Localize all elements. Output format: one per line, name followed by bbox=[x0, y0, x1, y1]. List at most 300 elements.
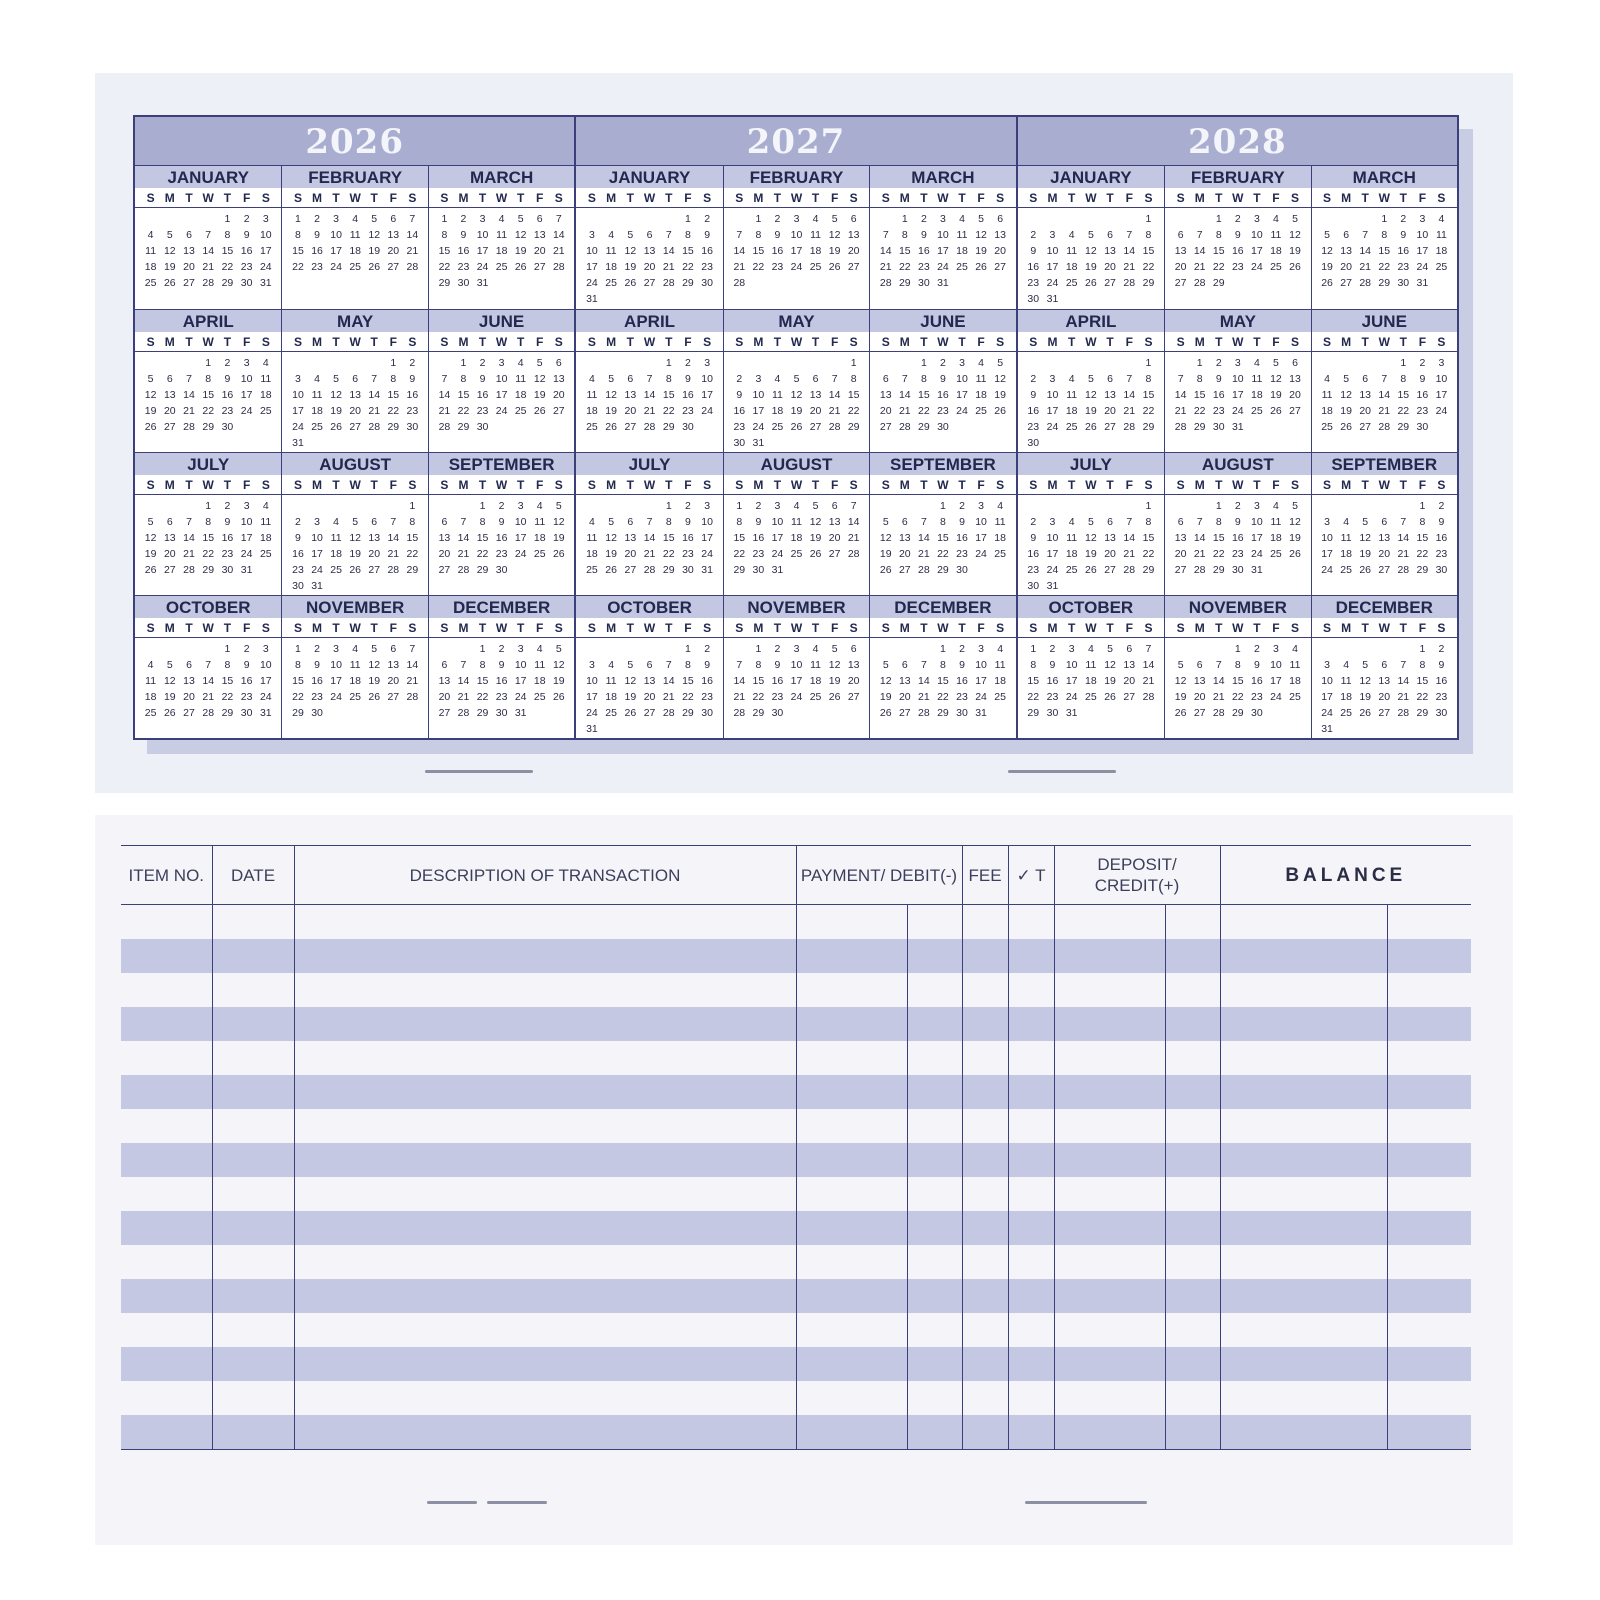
cell-item-no[interactable] bbox=[121, 1177, 212, 1211]
weekday-label: T bbox=[773, 621, 782, 635]
cell-item-no[interactable] bbox=[121, 973, 212, 1007]
cell-payment-cents[interactable] bbox=[907, 1313, 962, 1347]
cell-fee[interactable] bbox=[962, 973, 1008, 1007]
day-number: 9 bbox=[1438, 516, 1445, 528]
cell-deposit-dollars[interactable] bbox=[1054, 939, 1165, 973]
day-number: 4 bbox=[1273, 500, 1279, 512]
day-number: 2 bbox=[224, 500, 231, 512]
cell-payment-cents[interactable] bbox=[907, 1211, 962, 1245]
cell-description[interactable] bbox=[294, 1143, 796, 1177]
cell-payment-dollars[interactable] bbox=[796, 1143, 907, 1177]
cell-payment-cents[interactable] bbox=[907, 1075, 962, 1109]
cell-deposit-cents[interactable] bbox=[1165, 939, 1220, 973]
cell-deposit-cents[interactable] bbox=[1165, 1415, 1220, 1450]
day-number: 9 bbox=[1438, 659, 1445, 671]
day-number: 12 bbox=[1085, 532, 1097, 544]
day-number: 15 bbox=[898, 245, 911, 257]
cell-date[interactable] bbox=[212, 1279, 294, 1313]
cell-description[interactable] bbox=[294, 1177, 796, 1211]
cell-payment-dollars[interactable] bbox=[796, 1279, 907, 1313]
cell-deposit-cents[interactable] bbox=[1165, 1143, 1220, 1177]
day-number: 26 bbox=[1359, 707, 1372, 719]
cell-deposit-dollars[interactable] bbox=[1054, 1109, 1165, 1143]
cell-description[interactable] bbox=[294, 939, 796, 973]
day-number: 29 bbox=[918, 421, 930, 433]
cell-balance-cents[interactable] bbox=[1387, 1143, 1471, 1177]
day-number: 10 bbox=[1046, 389, 1059, 401]
cell-payment-dollars[interactable] bbox=[796, 1109, 907, 1143]
weekday-label: W bbox=[1378, 621, 1390, 635]
cell-date[interactable] bbox=[212, 1347, 294, 1381]
register-row[interactable] bbox=[121, 1177, 1471, 1211]
cell-deposit-cents[interactable] bbox=[1165, 1313, 1220, 1347]
month-block bbox=[869, 166, 1015, 309]
day-number: 14 bbox=[406, 659, 419, 671]
empty-day bbox=[1024, 212, 1043, 226]
day-number: 10 bbox=[495, 373, 508, 385]
cell-payment-dollars[interactable] bbox=[796, 1041, 907, 1075]
cell-date[interactable] bbox=[212, 1245, 294, 1279]
weekday-label: F bbox=[389, 621, 397, 635]
cell-date[interactable] bbox=[212, 1415, 294, 1450]
register-row[interactable] bbox=[121, 905, 1471, 940]
cell-payment-dollars[interactable] bbox=[796, 1007, 907, 1041]
weekday-label: T bbox=[478, 478, 487, 492]
cell-deposit-cents[interactable] bbox=[1165, 973, 1220, 1007]
cell-fee[interactable] bbox=[962, 1109, 1008, 1143]
cell-item-no[interactable] bbox=[121, 1007, 212, 1041]
day-number: 25 bbox=[533, 691, 546, 703]
cell-check[interactable] bbox=[1008, 1007, 1054, 1041]
cell-deposit-cents[interactable] bbox=[1165, 1381, 1220, 1415]
day-number: 17 bbox=[956, 389, 968, 401]
day-number: 11 bbox=[810, 229, 821, 241]
cell-date[interactable] bbox=[212, 1177, 294, 1211]
cell-description[interactable] bbox=[294, 1279, 796, 1313]
header-date: DATE bbox=[212, 846, 294, 905]
day-number: 28 bbox=[368, 421, 381, 433]
cell-description[interactable] bbox=[294, 905, 796, 940]
cell-item-no[interactable] bbox=[121, 1041, 212, 1075]
cell-date[interactable] bbox=[212, 1381, 294, 1415]
day-number: 22 bbox=[1142, 405, 1155, 417]
register-row[interactable] bbox=[121, 1347, 1471, 1381]
weekday-label: T bbox=[958, 621, 966, 635]
cell-balance-dollars[interactable] bbox=[1220, 973, 1387, 1007]
cell-check[interactable] bbox=[1008, 1143, 1054, 1177]
register-row[interactable] bbox=[121, 1313, 1471, 1347]
day-number: 6 bbox=[627, 373, 634, 385]
day-number: 5 bbox=[1324, 229, 1330, 241]
day-number: 10 bbox=[1231, 373, 1244, 385]
cell-deposit-dollars[interactable] bbox=[1054, 1007, 1165, 1041]
cell-description[interactable] bbox=[294, 1041, 796, 1075]
cell-fee[interactable] bbox=[962, 939, 1008, 973]
cell-date[interactable] bbox=[212, 1007, 294, 1041]
cell-fee[interactable] bbox=[962, 1245, 1008, 1279]
cell-description[interactable] bbox=[294, 1381, 796, 1415]
day-number: 1 bbox=[755, 213, 762, 225]
cell-check[interactable] bbox=[1008, 1415, 1054, 1450]
cell-deposit-dollars[interactable] bbox=[1054, 1415, 1165, 1450]
cell-date[interactable] bbox=[212, 973, 294, 1007]
cell-deposit-cents[interactable] bbox=[1165, 1279, 1220, 1313]
cell-balance-dollars[interactable] bbox=[1220, 1313, 1387, 1347]
cell-balance-dollars[interactable] bbox=[1220, 1007, 1387, 1041]
month-block bbox=[1311, 452, 1457, 595]
cell-date[interactable] bbox=[212, 1109, 294, 1143]
cell-date[interactable] bbox=[212, 939, 294, 973]
day-number: 3 bbox=[1068, 643, 1075, 655]
cell-deposit-cents[interactable] bbox=[1165, 1075, 1220, 1109]
cell-item-no[interactable] bbox=[121, 1143, 212, 1177]
day-number: 5 bbox=[1087, 516, 1094, 528]
cell-deposit-dollars[interactable] bbox=[1054, 1041, 1165, 1075]
cell-balance-cents[interactable] bbox=[1387, 1007, 1471, 1041]
weekday-label: T bbox=[185, 621, 193, 635]
cell-deposit-dollars[interactable] bbox=[1054, 1075, 1165, 1109]
cell-fee[interactable] bbox=[962, 1415, 1008, 1450]
cell-item-no[interactable] bbox=[121, 1211, 212, 1245]
cell-balance-cents[interactable] bbox=[1387, 939, 1471, 973]
day-number: 17 bbox=[514, 675, 527, 687]
cell-check[interactable] bbox=[1008, 1245, 1054, 1279]
day-number: 16 bbox=[476, 389, 489, 401]
cell-deposit-dollars[interactable] bbox=[1054, 1245, 1165, 1279]
cell-description[interactable] bbox=[294, 973, 796, 1007]
cell-payment-cents[interactable] bbox=[907, 905, 962, 940]
day-number: 20 bbox=[368, 548, 381, 560]
cell-description[interactable] bbox=[294, 1109, 796, 1143]
cell-balance-cents[interactable] bbox=[1387, 1347, 1471, 1381]
cell-payment-dollars[interactable] bbox=[796, 1347, 907, 1381]
day-number: 23 bbox=[1435, 548, 1448, 560]
day-number: 21 bbox=[733, 691, 746, 703]
cell-balance-dollars[interactable] bbox=[1220, 1347, 1387, 1381]
cell-item-no[interactable] bbox=[121, 1245, 212, 1279]
cell-deposit-cents[interactable] bbox=[1165, 1007, 1220, 1041]
month-name: NOVEMBER bbox=[282, 596, 427, 618]
cell-balance-dollars[interactable] bbox=[1220, 1211, 1387, 1245]
cell-check[interactable] bbox=[1008, 1041, 1054, 1075]
cell-payment-cents[interactable] bbox=[907, 939, 962, 973]
cell-payment-cents[interactable] bbox=[907, 1245, 962, 1279]
cell-fee[interactable] bbox=[962, 1143, 1008, 1177]
cell-payment-dollars[interactable] bbox=[796, 1245, 907, 1279]
day-number: 20 bbox=[879, 405, 892, 417]
empty-day bbox=[327, 356, 346, 370]
cell-check[interactable] bbox=[1008, 1279, 1054, 1313]
weekday-label: S bbox=[440, 621, 449, 635]
cell-balance-dollars[interactable] bbox=[1220, 939, 1387, 973]
day-number: 10 bbox=[975, 516, 987, 528]
cell-payment-cents[interactable] bbox=[907, 1007, 962, 1041]
cell-deposit-cents[interactable] bbox=[1165, 1109, 1220, 1143]
cell-check[interactable] bbox=[1008, 1211, 1054, 1245]
cell-deposit-cents[interactable] bbox=[1165, 1041, 1220, 1075]
cell-payment-dollars[interactable] bbox=[796, 905, 907, 940]
cell-balance-dollars[interactable] bbox=[1220, 1381, 1387, 1415]
day-number: 14 bbox=[662, 675, 675, 687]
register-row[interactable] bbox=[121, 1143, 1471, 1177]
register-row[interactable] bbox=[121, 1381, 1471, 1415]
cell-date[interactable] bbox=[212, 1075, 294, 1109]
weekday-label: T bbox=[516, 335, 525, 349]
cell-payment-dollars[interactable] bbox=[796, 939, 907, 973]
cell-payment-dollars[interactable] bbox=[796, 1313, 907, 1347]
register-row[interactable] bbox=[121, 1075, 1471, 1109]
cell-item-no[interactable] bbox=[121, 1347, 212, 1381]
day-number: 2 bbox=[314, 643, 320, 655]
cell-deposit-cents[interactable] bbox=[1165, 1211, 1220, 1245]
day-number: 20 bbox=[898, 548, 911, 560]
cell-balance-cents[interactable] bbox=[1387, 1279, 1471, 1313]
register-row[interactable] bbox=[121, 939, 1471, 973]
day-number: 28 bbox=[387, 564, 400, 576]
cell-fee[interactable] bbox=[962, 1347, 1008, 1381]
cell-balance-dollars[interactable] bbox=[1220, 1109, 1387, 1143]
cell-check[interactable] bbox=[1008, 1075, 1054, 1109]
cell-deposit-dollars[interactable] bbox=[1054, 1211, 1165, 1245]
day-number: 28 bbox=[662, 707, 675, 719]
day-grid bbox=[1312, 208, 1457, 290]
day-number: 18 bbox=[994, 532, 1006, 544]
day-number: 14 bbox=[662, 245, 675, 257]
cell-balance-cents[interactable] bbox=[1387, 1415, 1471, 1450]
cell-balance-dollars[interactable] bbox=[1220, 1279, 1387, 1313]
day-number: 8 bbox=[1215, 516, 1222, 528]
weekday-label: M bbox=[606, 621, 617, 635]
weekday-label: S bbox=[1437, 191, 1446, 205]
weekday-label: T bbox=[223, 478, 232, 492]
cell-fee[interactable] bbox=[962, 1041, 1008, 1075]
cell-fee[interactable] bbox=[962, 1313, 1008, 1347]
cell-date[interactable] bbox=[212, 1041, 294, 1075]
cell-item-no[interactable] bbox=[121, 939, 212, 973]
cell-deposit-dollars[interactable] bbox=[1054, 1381, 1165, 1415]
cell-balance-dollars[interactable] bbox=[1220, 1075, 1387, 1109]
cell-deposit-cents[interactable] bbox=[1165, 1245, 1220, 1279]
day-number: 28 bbox=[847, 548, 860, 560]
day-number: 24 bbox=[752, 421, 765, 433]
day-number: 15 bbox=[937, 675, 949, 687]
cell-payment-cents[interactable] bbox=[907, 1415, 962, 1450]
cell-deposit-cents[interactable] bbox=[1165, 905, 1220, 940]
weekday-label: S bbox=[703, 191, 712, 205]
cell-deposit-dollars[interactable] bbox=[1054, 973, 1165, 1007]
weekday-label: W bbox=[202, 478, 214, 492]
day-number: 10 bbox=[1046, 245, 1059, 257]
cell-date[interactable] bbox=[212, 1211, 294, 1245]
cell-check[interactable] bbox=[1008, 1347, 1054, 1381]
day-number: 8 bbox=[685, 659, 691, 671]
cell-description[interactable] bbox=[294, 1211, 796, 1245]
cell-balance-cents[interactable] bbox=[1387, 905, 1471, 940]
cell-balance-cents[interactable] bbox=[1387, 973, 1471, 1007]
weekday-label: T bbox=[958, 191, 966, 205]
cell-deposit-dollars[interactable] bbox=[1054, 1347, 1165, 1381]
day-number: 29 bbox=[898, 277, 911, 289]
cell-balance-cents[interactable] bbox=[1387, 1245, 1471, 1279]
cell-deposit-dollars[interactable] bbox=[1054, 905, 1165, 940]
cell-check[interactable] bbox=[1008, 1381, 1054, 1415]
weekday-label: M bbox=[164, 191, 175, 205]
register-row[interactable] bbox=[121, 1211, 1471, 1245]
cell-payment-cents[interactable] bbox=[907, 1279, 962, 1313]
cell-payment-cents[interactable] bbox=[907, 1109, 962, 1143]
register-row[interactable] bbox=[121, 1415, 1471, 1450]
cell-description[interactable] bbox=[294, 1007, 796, 1041]
day-number: 30 bbox=[292, 580, 304, 592]
cell-item-no[interactable] bbox=[121, 1279, 212, 1313]
cell-payment-cents[interactable] bbox=[907, 973, 962, 1007]
day-number: 27 bbox=[1289, 405, 1301, 417]
day-number: 23 bbox=[701, 691, 713, 703]
weekday-label: M bbox=[1047, 335, 1058, 349]
day-number: 15 bbox=[682, 675, 694, 687]
weekday-label: W bbox=[495, 191, 508, 205]
day-number: 22 bbox=[1193, 405, 1206, 417]
cell-check[interactable] bbox=[1008, 1109, 1054, 1143]
cell-item-no[interactable] bbox=[121, 1381, 212, 1415]
month-grid bbox=[576, 166, 1015, 738]
day-number: 18 bbox=[330, 548, 342, 560]
cell-item-no[interactable] bbox=[121, 1313, 212, 1347]
cell-payment-dollars[interactable] bbox=[796, 973, 907, 1007]
day-number: 24 bbox=[1231, 405, 1244, 417]
cell-balance-dollars[interactable] bbox=[1220, 1415, 1387, 1450]
cell-item-no[interactable] bbox=[121, 1415, 212, 1450]
weekday-label: S bbox=[408, 335, 417, 349]
cell-date[interactable] bbox=[212, 1143, 294, 1177]
cell-description[interactable] bbox=[294, 1245, 796, 1279]
cell-description[interactable] bbox=[294, 1075, 796, 1109]
day-number: 19 bbox=[975, 245, 987, 257]
cell-balance-cents[interactable] bbox=[1387, 1211, 1471, 1245]
day-number: 22 bbox=[682, 261, 694, 273]
cell-check[interactable] bbox=[1008, 973, 1054, 1007]
cell-description[interactable] bbox=[294, 1415, 796, 1450]
cell-deposit-cents[interactable] bbox=[1165, 1347, 1220, 1381]
cell-balance-cents[interactable] bbox=[1387, 1313, 1471, 1347]
cell-balance-cents[interactable] bbox=[1387, 1109, 1471, 1143]
cell-fee[interactable] bbox=[962, 1007, 1008, 1041]
cell-deposit-dollars[interactable] bbox=[1054, 1279, 1165, 1313]
weekday-label: T bbox=[332, 621, 340, 635]
weekday-label: S bbox=[408, 191, 417, 205]
cell-item-no[interactable] bbox=[121, 1109, 212, 1143]
cell-fee[interactable] bbox=[962, 1279, 1008, 1313]
cell-item-no[interactable] bbox=[121, 1075, 212, 1109]
cell-balance-cents[interactable] bbox=[1387, 1177, 1471, 1211]
cell-balance-dollars[interactable] bbox=[1220, 1143, 1387, 1177]
day-number: 21 bbox=[643, 405, 656, 417]
cell-balance-dollars[interactable] bbox=[1220, 905, 1387, 940]
register-row[interactable] bbox=[121, 1007, 1471, 1041]
cell-payment-cents[interactable] bbox=[907, 1347, 962, 1381]
cell-fee[interactable] bbox=[962, 1381, 1008, 1415]
cell-check[interactable] bbox=[1008, 905, 1054, 940]
day-number: 2 bbox=[295, 516, 301, 528]
cell-check[interactable] bbox=[1008, 1177, 1054, 1211]
cell-payment-dollars[interactable] bbox=[796, 1211, 907, 1245]
day-grid bbox=[282, 638, 427, 720]
cell-item-no[interactable] bbox=[121, 905, 212, 940]
cell-payment-cents[interactable] bbox=[907, 1381, 962, 1415]
cell-fee[interactable] bbox=[962, 1177, 1008, 1211]
month-block bbox=[1164, 595, 1310, 738]
day-number: 23 bbox=[406, 405, 419, 417]
day-number: 24 bbox=[1416, 261, 1429, 273]
cell-deposit-dollars[interactable] bbox=[1054, 1143, 1165, 1177]
day-number: 24 bbox=[1046, 564, 1059, 576]
cell-balance-cents[interactable] bbox=[1387, 1041, 1471, 1075]
cell-payment-dollars[interactable] bbox=[796, 1075, 907, 1109]
header-check-mark: ✓ T bbox=[1008, 846, 1054, 905]
day-number: 26 bbox=[605, 564, 617, 576]
cell-date[interactable] bbox=[212, 905, 294, 940]
day-number: 29 bbox=[202, 564, 215, 576]
cell-check[interactable] bbox=[1008, 1313, 1054, 1347]
day-number: 4 bbox=[1343, 659, 1350, 671]
register-row[interactable] bbox=[121, 1041, 1471, 1075]
cell-payment-cents[interactable] bbox=[907, 1041, 962, 1075]
day-number: 29 bbox=[752, 707, 765, 719]
day-number: 12 bbox=[624, 245, 637, 257]
day-number: 23 bbox=[1397, 261, 1410, 273]
register-row[interactable] bbox=[121, 973, 1471, 1007]
empty-day bbox=[288, 499, 307, 513]
cell-fee[interactable] bbox=[962, 1211, 1008, 1245]
day-number: 3 bbox=[333, 643, 340, 655]
cell-balance-dollars[interactable] bbox=[1220, 1245, 1387, 1279]
day-number: 28 bbox=[202, 707, 215, 719]
cell-payment-dollars[interactable] bbox=[796, 1381, 907, 1415]
day-number: 13 bbox=[1104, 245, 1116, 257]
register-row[interactable] bbox=[121, 1245, 1471, 1279]
cell-fee[interactable] bbox=[962, 905, 1008, 940]
cell-payment-cents[interactable] bbox=[907, 1177, 962, 1211]
cell-deposit-dollars[interactable] bbox=[1054, 1177, 1165, 1211]
register-row[interactable] bbox=[121, 1109, 1471, 1143]
month-block bbox=[723, 452, 869, 595]
day-number: 6 bbox=[371, 516, 378, 528]
day-number: 24 bbox=[1321, 707, 1333, 719]
cell-payment-cents[interactable] bbox=[907, 1143, 962, 1177]
month-block bbox=[1018, 595, 1164, 738]
register-row[interactable] bbox=[121, 1279, 1471, 1313]
cell-date[interactable] bbox=[212, 1313, 294, 1347]
cell-balance-cents[interactable] bbox=[1387, 1075, 1471, 1109]
cell-deposit-dollars[interactable] bbox=[1054, 1313, 1165, 1347]
weekday-label: F bbox=[242, 478, 251, 492]
cell-payment-dollars[interactable] bbox=[796, 1177, 907, 1211]
cell-balance-dollars[interactable] bbox=[1220, 1041, 1387, 1075]
cell-deposit-cents[interactable] bbox=[1165, 1177, 1220, 1211]
day-number: 1 bbox=[205, 357, 212, 369]
cell-description[interactable] bbox=[294, 1347, 796, 1381]
day-number: 2 bbox=[685, 357, 691, 369]
day-number: 3 bbox=[704, 500, 711, 512]
cell-fee[interactable] bbox=[962, 1075, 1008, 1109]
cell-balance-dollars[interactable] bbox=[1220, 1177, 1387, 1211]
cell-payment-dollars[interactable] bbox=[796, 1415, 907, 1450]
cell-description[interactable] bbox=[294, 1313, 796, 1347]
cell-check[interactable] bbox=[1008, 939, 1054, 973]
cell-balance-cents[interactable] bbox=[1387, 1381, 1471, 1415]
day-number: 17 bbox=[701, 389, 713, 401]
day-grid bbox=[135, 638, 281, 720]
